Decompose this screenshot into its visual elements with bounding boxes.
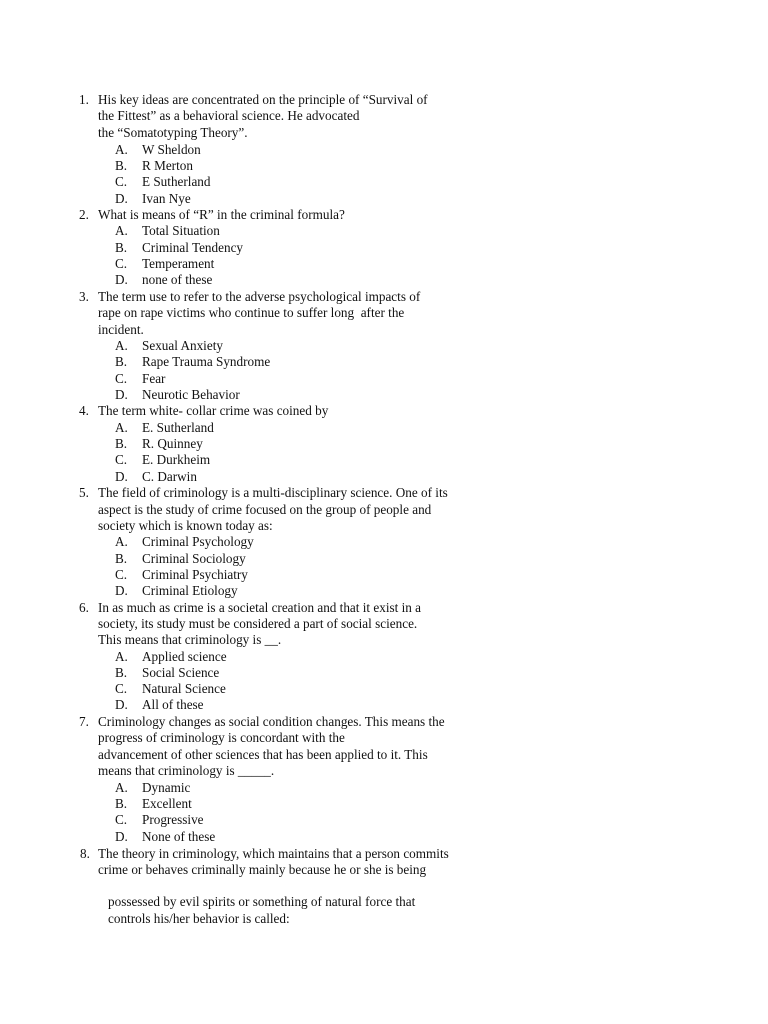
- option-letter: D.: [115, 191, 128, 206]
- question-text-continuation: possessed by evil spirits or something of natural force that: [108, 894, 416, 909]
- question-number: 2.: [79, 207, 89, 222]
- option-text: C. Darwin: [142, 469, 197, 484]
- option-text: Rape Trauma Syndrome: [142, 354, 271, 369]
- question-text: the Fittest” as a behavioral science. He advocated: [98, 108, 360, 123]
- option-letter: C.: [115, 452, 128, 467]
- option-letter: C.: [115, 371, 128, 386]
- option-text: Excellent: [142, 796, 192, 811]
- question-text: society which is known today as:: [98, 518, 273, 533]
- question-text-continuation: controls his/her behavior is called:: [108, 911, 290, 926]
- option-letter: D.: [115, 829, 128, 844]
- option-text: Fear: [142, 371, 166, 386]
- option-letter: A.: [115, 649, 128, 664]
- question-text: The term white- collar crime was coined by: [98, 403, 329, 418]
- question-number: 6.: [79, 600, 89, 615]
- option-letter: B.: [115, 436, 128, 451]
- option-text: None of these: [142, 829, 216, 844]
- question-text: The theory in criminology, which maintains that a person commits: [98, 846, 449, 861]
- option-letter: B.: [115, 796, 128, 811]
- question-text: His key ideas are concentrated on the principle of “Survival of: [98, 92, 428, 107]
- question-text: This means that criminology is __.: [98, 632, 282, 647]
- option-text: Criminal Psychiatry: [142, 567, 248, 582]
- option-text: E. Sutherland: [142, 420, 214, 435]
- option-text: Dynamic: [142, 780, 191, 795]
- option-text: Criminal Etiology: [142, 583, 238, 598]
- option-letter: C.: [115, 567, 128, 582]
- option-text: Applied science: [142, 649, 227, 664]
- question-text: incident.: [98, 322, 144, 337]
- question-text: The term use to refer to the adverse psychological impacts of: [98, 289, 421, 304]
- option-letter: B.: [115, 158, 128, 173]
- question-number: 5.: [79, 485, 89, 500]
- option-text: Natural Science: [142, 681, 226, 696]
- option-letter: D.: [115, 272, 128, 287]
- question-text: crime or behaves criminally mainly because he or she is being: [98, 862, 427, 877]
- option-text: Progressive: [142, 812, 204, 827]
- option-text: W Sheldon: [142, 142, 201, 157]
- question-number: 3.: [79, 289, 89, 304]
- option-text: Temperament: [142, 256, 215, 271]
- option-text: Social Science: [142, 665, 220, 680]
- option-letter: A.: [115, 780, 128, 795]
- option-text: none of these: [142, 272, 213, 287]
- question-text: The field of criminology is a multi-disciplinary science. One of its: [98, 485, 448, 500]
- question-text: progress of criminology is concordant with the: [98, 730, 345, 745]
- option-text: E Sutherland: [142, 174, 211, 189]
- question-text: rape on rape victims who continue to suffer long after the: [98, 305, 405, 320]
- option-text: Total Situation: [142, 223, 220, 238]
- question-text: aspect is the study of crime focused on the group of people and: [98, 502, 432, 517]
- question-text: advancement of other sciences that has been applied to it. This: [98, 747, 428, 762]
- question-number: 1.: [79, 92, 89, 107]
- question-number: 4.: [79, 403, 89, 418]
- option-letter: C.: [115, 256, 128, 271]
- option-letter: A.: [115, 223, 128, 238]
- question-number: 7.: [79, 714, 89, 729]
- option-text: Neurotic Behavior: [142, 387, 240, 402]
- option-letter: C.: [115, 812, 128, 827]
- option-letter: A.: [115, 338, 128, 353]
- option-text: R Merton: [142, 158, 193, 173]
- question-text: Criminology changes as social condition changes. This means the: [98, 714, 445, 729]
- option-text: Criminal Psychology: [142, 534, 254, 549]
- option-letter: C.: [115, 681, 128, 696]
- option-letter: D.: [115, 697, 128, 712]
- option-letter: B.: [115, 240, 128, 255]
- question-number: 8.: [80, 846, 90, 861]
- option-text: E. Durkheim: [142, 452, 211, 467]
- question-text: the “Somatotyping Theory”.: [98, 125, 248, 140]
- option-letter: A.: [115, 420, 128, 435]
- option-text: R. Quinney: [142, 436, 203, 451]
- option-letter: C.: [115, 174, 128, 189]
- question-text: In as much as crime is a societal creation and that it exist in a: [98, 600, 421, 615]
- option-letter: B.: [115, 665, 128, 680]
- option-letter: D.: [115, 583, 128, 598]
- option-text: Ivan Nye: [142, 191, 191, 206]
- option-letter: D.: [115, 469, 128, 484]
- option-letter: B.: [115, 551, 128, 566]
- option-letter: B.: [115, 354, 128, 369]
- option-text: Sexual Anxiety: [142, 338, 223, 353]
- option-text: Criminal Sociology: [142, 551, 246, 566]
- question-text: means that criminology is _____.: [98, 763, 275, 778]
- option-text: All of these: [142, 697, 204, 712]
- option-text: Criminal Tendency: [142, 240, 244, 255]
- option-letter: D.: [115, 387, 128, 402]
- question-text: society, its study must be considered a part of social science.: [98, 616, 418, 631]
- question-text: What is means of “R” in the criminal formula?: [98, 207, 345, 222]
- option-letter: A.: [115, 142, 128, 157]
- option-letter: A.: [115, 534, 128, 549]
